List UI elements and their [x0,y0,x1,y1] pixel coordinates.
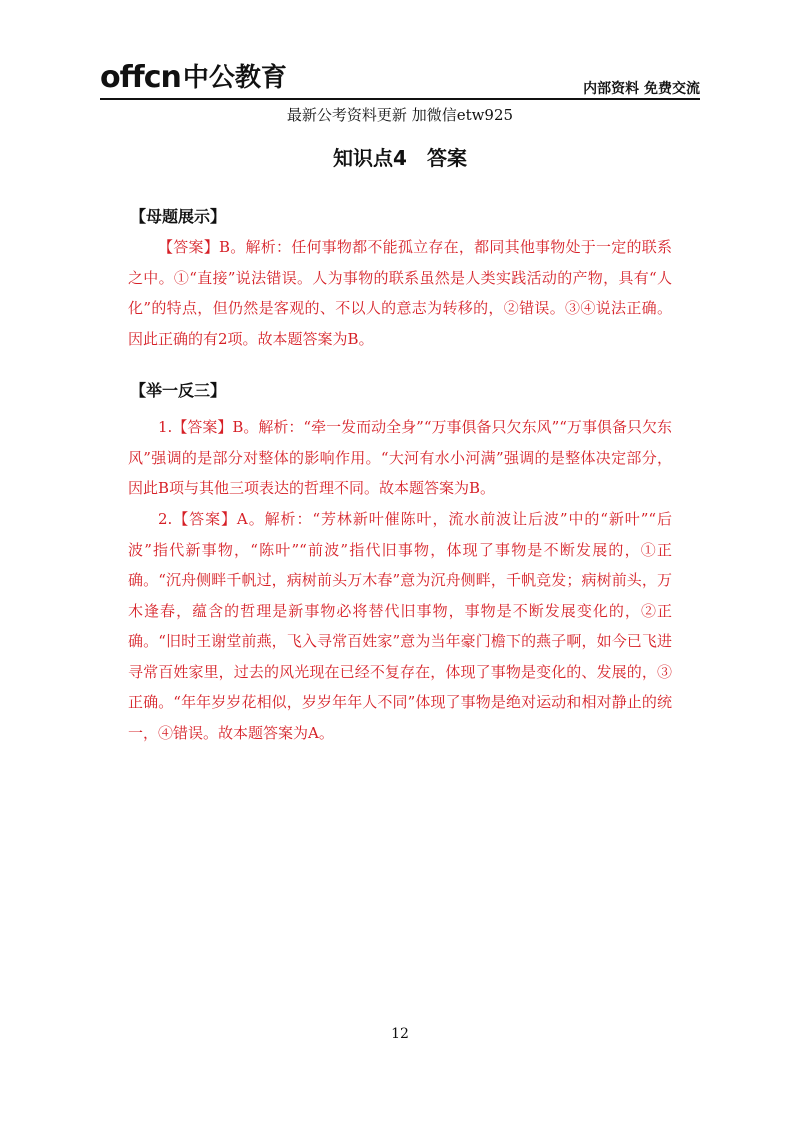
answer-paragraph-mother-question: 【答案】B。解析：任何事物都不能孤立存在，都同其他事物处于一定的联系之中。①“直接”说法错误。人为事物的联系虽然是人类实践活动的产物，具有“人化”的特点，但仍然是客观的、不以人的意志为转移的，②错误。③④说法正确。因此正确的有2项。故本题答案为B。 [128,238,672,348]
logo-text-cn: 中公教育 [182,63,287,93]
header-divider [100,98,700,100]
section-heading-mother-question: 【母题展示】 [130,207,227,226]
page-number: 12 [391,1026,409,1042]
logo-text-en: offcn [100,60,181,95]
page-header [100,62,700,102]
section-heading-practice: 【举一反三】 [130,381,227,400]
answer-paragraph-practice-1: 1.【答案】B。解析：“牵一发而动全身”“万事俱备只欠东风”“万事俱备只欠东风”强调的是部分对整体的影响作用。“大河有水小河满”强调的是整体决定部分，因此B项与其他三项表达的哲理不同。故本题答案为B。 [128,418,672,497]
header-right-text: 内部资料 免费交流 [583,81,700,97]
answer-paragraph-practice-2: 2.【答案】A。解析：“芳林新叶催陈叶，流水前波让后波”中的“新叶”“后波”指代新事物，“陈叶”“前波”指代旧事物，体现了事物是不断发展的，①正确。“沉舟侧畔千帆过，病树前头万木春”意为沉舟侧畔，千帆竞发；病树前头，万木逢春，蕴含的哲理是新事物必将替代旧事物，事物是不断发展变化的，②正确。“旧时王谢堂前燕，飞入寻常百姓家”意为当年豪门檐下的燕子啊，如今已飞进寻常百姓家里，过去的风光现在已经不复存在，体现了事物是变化的、发展的，③正确。“年年岁岁花相似，岁岁年年人不同”体现了事物是绝对运动和相对静止的统一，④错误。故本题答案为A。 [128,510,672,742]
update-notice: 最新公考资料更新 加微信etw925 [286,106,514,124]
offcn-logo [100,62,287,94]
page-title: 知识点4 答案 [333,146,467,170]
